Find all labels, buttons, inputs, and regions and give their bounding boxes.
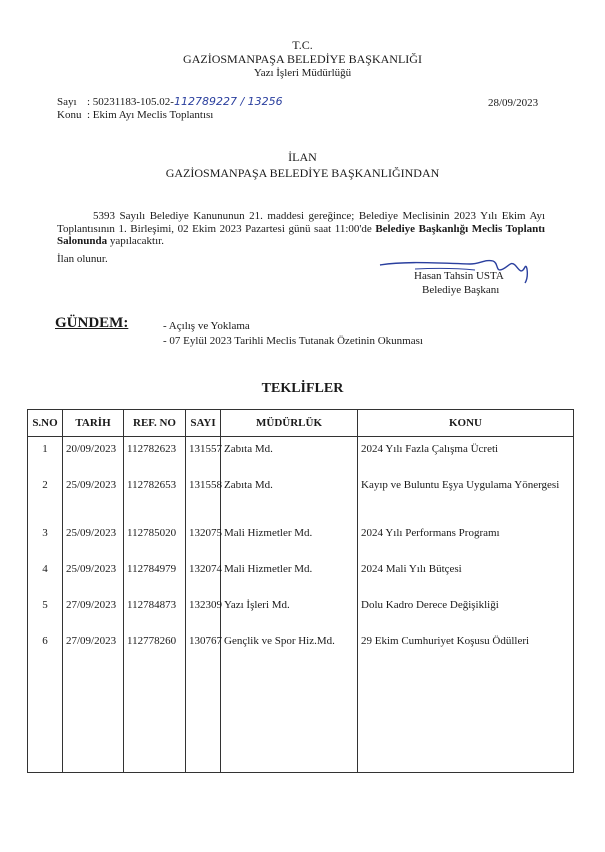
cell-sayi: 131557: [186, 437, 221, 474]
document-date: 28/09/2023: [488, 97, 539, 109]
cell-sno: 2: [28, 473, 63, 521]
col-header-sno: S.NO: [28, 410, 63, 437]
notice-body-bold: Belediye Başkanlığı Meclis Toplantı Salonunda: [57, 222, 545, 247]
proposals-table: [27, 409, 574, 773]
cell-sayi: 130767: [186, 629, 221, 665]
cell-ref: 112784979: [124, 557, 186, 593]
agenda-title: GÜNDEM:: [55, 315, 129, 331]
sayi-handwritten: 112789227 / 13256: [173, 95, 283, 108]
header-department: Yazı İşleri Müdürlüğü: [253, 67, 352, 79]
notice-title: İLAN: [288, 150, 317, 164]
sayi-line: [57, 95, 283, 108]
cell-mudurluk: Gençlik ve Spor Hiz.Md.: [221, 629, 358, 665]
notice-body: [57, 210, 545, 248]
cell-konu: 2024 Mali Yılı Bütçesi: [358, 557, 574, 593]
cell-sno: 5: [28, 593, 63, 629]
cell-ref: 112782623: [124, 437, 186, 474]
cell-konu: 29 Ekim Cumhuriyet Koşusu Ödülleri: [358, 629, 574, 665]
cell-tarih: 25/09/2023: [63, 557, 124, 593]
cell-tarih: 27/09/2023: [63, 593, 124, 629]
cell-sno: 6: [28, 629, 63, 665]
sayi-label: Sayı: [57, 96, 77, 108]
cell-ref: 112778260: [124, 629, 186, 665]
header-tc: T.C.: [292, 38, 313, 52]
cell-sayi: 131558: [186, 473, 221, 521]
proposals-title: TEKLİFLER: [261, 381, 344, 396]
cell-sayi: 132074: [186, 557, 221, 593]
table-row: [28, 437, 574, 474]
cell-ref: 112782653: [124, 473, 186, 521]
col-header-sayi: SAYI: [186, 410, 221, 437]
konu-line: [57, 109, 213, 121]
cell-tarih: 27/09/2023: [63, 629, 124, 665]
table-row: [28, 593, 574, 629]
cell-sno: 3: [28, 521, 63, 557]
cell-sno: 4: [28, 557, 63, 593]
notice-closing: İlan olunur.: [57, 253, 108, 265]
cell-konu: 2024 Yılı Performans Programı: [358, 521, 574, 557]
cell-mudurluk: Zabıta Md.: [221, 473, 358, 521]
col-header-mudurluk: MÜDÜRLÜK: [221, 410, 358, 437]
cell-ref: 112784873: [124, 593, 186, 629]
cell-tarih: 25/09/2023: [63, 521, 124, 557]
cell-sayi: 132309: [186, 593, 221, 629]
cell-tarih: 25/09/2023: [63, 473, 124, 521]
col-header-konu: KONU: [358, 410, 574, 437]
cell-mudurluk: Yazı İşleri Md.: [221, 593, 358, 629]
cell-tarih: 20/09/2023: [63, 437, 124, 474]
cell-konu: 2024 Yılı Fazla Çalışma Ücreti: [358, 437, 574, 474]
signatory-name: Hasan Tahsin USTA: [414, 270, 504, 282]
agenda-item: - Açılış ve Yoklama: [163, 320, 250, 332]
signatory-title: Belediye Başkanı: [422, 284, 500, 296]
cell-mudurluk: Mali Hizmetler Md.: [221, 521, 358, 557]
cell-sayi: 132075: [186, 521, 221, 557]
konu-label: Konu: [57, 109, 82, 121]
sayi-value: : 50231183-105.02-: [87, 96, 174, 108]
cell-konu: Dolu Kadro Derece Değişikliği: [358, 593, 574, 629]
notice-body-part2: yapılacaktır.: [107, 235, 164, 247]
table-row: [28, 557, 574, 593]
notice-subtitle: GAZİOSMANPAŞA BELEDİYE BAŞKANLIĞINDAN: [165, 166, 440, 180]
cell-mudurluk: Mali Hizmetler Md.: [221, 557, 358, 593]
agenda-item: - 07 Eylül 2023 Tarihli Meclis Tutanak Özetinin Okunması: [163, 335, 423, 347]
table-row: [28, 473, 574, 521]
col-header-ref: REF. NO: [124, 410, 186, 437]
cell-ref: 112785020: [124, 521, 186, 557]
table-header-row: [28, 410, 574, 437]
table-filler-row: [28, 665, 574, 773]
notice-body-part1: 5393 Sayılı Belediye Kanununun 21. maddesi gereğince; Belediye Meclisinin 2023 Yılı Ekim Ayı Toplantısının 1. Birleşimi, 02 Ekim 2023 Pazartesi günü saat 11:00'de: [57, 210, 545, 235]
table-row: [28, 521, 574, 557]
konu-value: : Ekim Ayı Meclis Toplantısı: [87, 109, 214, 121]
header-institution: GAZİOSMANPAŞA BELEDİYE BAŞKANLIĞI: [183, 52, 422, 66]
cell-mudurluk: Zabıta Md.: [221, 437, 358, 474]
cell-konu: Kayıp ve Buluntu Eşya Uygulama Yönergesi: [358, 473, 574, 521]
col-header-tarih: TARİH: [63, 410, 124, 437]
table-row: [28, 629, 574, 665]
cell-sno: 1: [28, 437, 63, 474]
